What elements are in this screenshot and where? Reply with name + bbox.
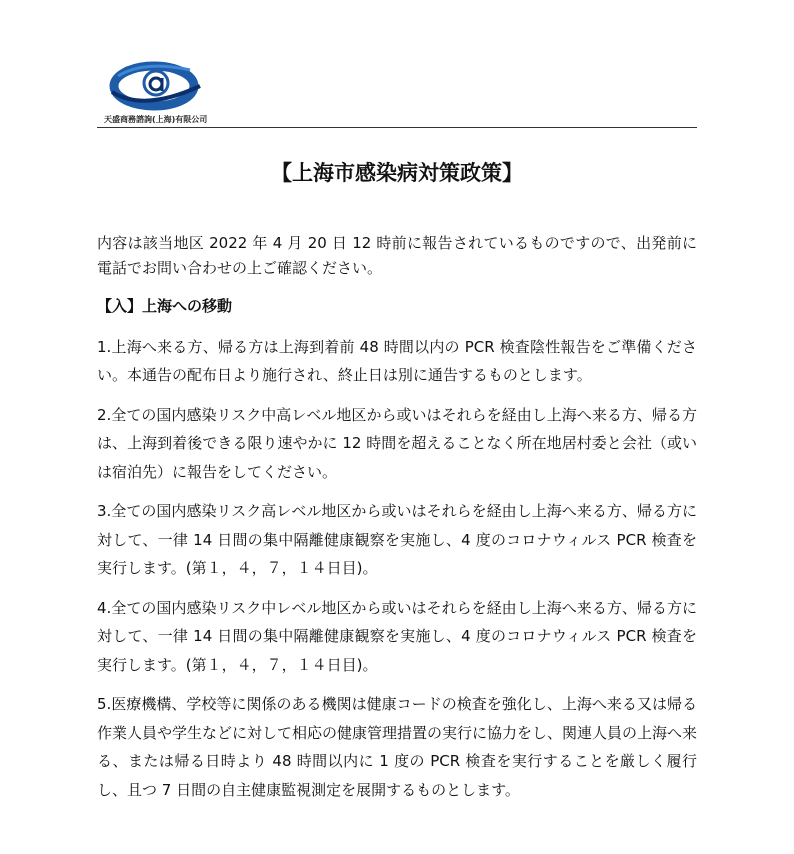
list-item xyxy=(97,333,697,390)
page-title: 【上海市感染病対策政策】 xyxy=(271,161,523,185)
list-item xyxy=(97,497,697,583)
item-text: 上海へ来る方、帰る方は上海到着前 48 時間以内の PCR 検査陰性報告をご準備ください。本通告の配布日より施行され、終止日は別に通告するものとします。 xyxy=(97,337,697,384)
list-item xyxy=(97,594,697,680)
item-number: 1. xyxy=(97,337,112,356)
at-sign-globe-logo-icon xyxy=(104,56,214,116)
list-item xyxy=(97,401,697,487)
intro-paragraph: 内容は該当地区 2022 年 4 月 20 日 12 時前に報告されているものですので、出発前に電話でお問い合わせの上ご確認ください。 xyxy=(97,234,697,277)
item-text: 全ての国内感染リスク高レベル地区から或いはそれらを経由し上海へ来る方、帰る方に対して、一律 14 日間の集中隔離健康観察を実施し、4 度のコロナウィルス PCR 検査を実行します。(第１，４，７，１４日目)。 xyxy=(97,502,697,577)
item-number: 5. xyxy=(97,695,112,713)
document-body xyxy=(97,231,697,815)
item-text: 全ての国内感染リスク中高レベル地区から或いはそれらを経由し上海へ来る方、帰る方は、上海到着後できる限り速やかに 12 時間を超えることなく所在地居村委と会社（或いは宿泊先）に報告をしてください。 xyxy=(97,405,697,481)
section-heading: 【入】上海への移動 xyxy=(97,297,233,315)
list-item xyxy=(97,690,697,804)
item-number: 3. xyxy=(97,502,112,520)
item-number: 2. xyxy=(97,405,112,424)
company-name: 天盛商務諮詢(上海)有限公司 xyxy=(104,115,208,124)
header-divider xyxy=(97,127,697,128)
item-text: 医療機構、学校等に関係のある機関は健康コードの検査を強化し、上海へ来る又は帰る作業人員や学生などに対して相応の健康管理措置の実行に協力をし、関連人員の上海へ来る、または帰る日時より 48 時間以内に 1 度の PCR 検査を実行することを厳しく履行し、且つ 7 日間の自主健康監視測定を展開するものとします。 xyxy=(97,695,698,799)
item-text: 全ての国内感染リスク中レベル地区から或いはそれらを経由し上海へ来る方、帰る方に対して、一律 14 日間の集中隔離健康観察を実施し、4 度のコロナウィルス PCR 検査を実行します。(第１，４，７，１４日目)。 xyxy=(97,598,697,674)
item-number: 4. xyxy=(97,598,112,617)
